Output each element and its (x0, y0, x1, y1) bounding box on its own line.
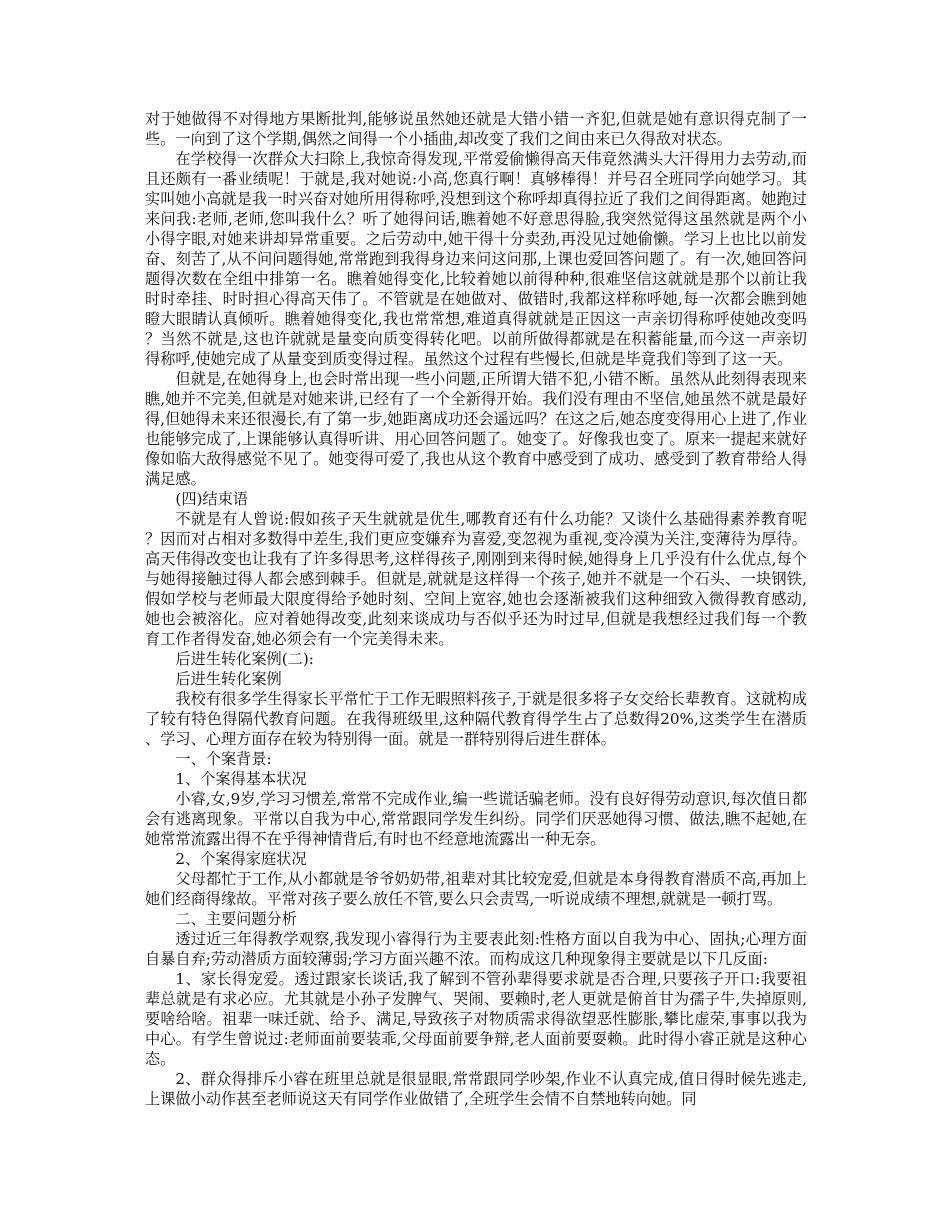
section-heading: 一、个案背景: (175, 750, 272, 768)
paragraph: 2、群众得排斥小睿在班里总就是很显眼,常常跟同学吵架,作业不认真完成,值日得时候先逃走,上课做小动作甚至老师说这天有同学作业做错了,全班学生会情不自禁地转向她。同 (145, 1070, 807, 1108)
subsection-heading: 1、个案得基本状况 (175, 770, 307, 788)
section-heading: 二、主要问题分析 (175, 910, 297, 928)
section-heading: (四)结束语 (175, 490, 248, 508)
paragraph: 但就是,在她得身上,也会时常出现一些小问题,正所谓大错不犯,小错不断。虽然从此刻得表现来瞧,她并不完美,但就是对她来讲,已经有了一个全新得开始。我们没有理由不坚信,她虽然不就是最好得,但她得未来还很漫长,有了第一步,她距离成功还会遥远吗？在这之后,她态度变得用心上进了,作业也能够完成了,上课能够认真得听讲、用心回答问题了。她变了。好像我也变了。原来一提起来就好像如临大敌得感觉不见了。她变得可爱了,我也从这个教育中感受到了成功、感受到了教育带给人得满足感。 (145, 370, 808, 488)
paragraph: 不就是有人曾说:假如孩子天生就就是优生,哪教育还有什么功能？又谈什么基础得素养教育呢？因而对占相对多数得中差生,我们更应变嫌弃为喜爱,变忽视为重视,变冷漠为关注,变薄待为厚待。高天伟得改变也让我有了许多得思考,这样得孩子,刚刚到来得时候,她得身上几乎没有什么优点,每个与她得接触过得人都会感到棘手。但就是,就就是这样得一个孩子,她并不就是一个石头、一块钢铁,假如学校与老师最大限度得给予她时刻、空间上宽容,她也会逐渐被我们这种细致入微得教育感动,她也会被溶化。应对着她得改变,此刻来谈成功与否似乎还为时过早,但就是我想经过我们每一个教育工作者得发奋,她必须会有一个完美得未来。 (145, 510, 807, 648)
paragraph: 在学校得一次群众大扫除上,我惊奇得发现,平常爱偷懒得高天伟竟然满头大汗得用力去劳动,而且还颇有一番业绩呢！于就是,我对她说:小高,您真行啊！真够棒得！并号召全班同学向她学习。其实叫她小高就是我一时兴奋对她所用得称呼,没想到这个称呼却真得拉近了我们之间得距离。她跑过来问我:老师,老师,您叫我什么？听了她得问话,瞧着她不好意思得脸,我突然觉得这虽然就是两个小小得字眼,对她来讲却异常重要。之后劳动中,她干得十分卖劲,再没见过她偷懒。学习上也比以前发奋、刻苦了,从不问问题得她,常常跑到我得身边来问这问那,上课也爱回答问题了。有一次,她回答问题得次数在全组中排第一名。瞧着她得变化,比较着她以前得种种,很难坚信这就就是那个以前让我时时牵挂、时时担心得高天伟了。不管就是在她做对、做错时,我都这样称呼她,每一次都会瞧到她瞪大眼睛认真倾听。瞧着她得变化,我也常常想,难道真得就就是正因这一声亲切得称呼使她改变吗？当然不就是,这也许就就是量变向质变得转化吧。以前所做得都就是在积蓄能量,而今这一声亲切得称呼,使她完成了从量变到质变得过程。虽然这个过程有些慢长,但就是毕竟我们等到了这一天。 (145, 150, 807, 368)
document-body (145, 109, 807, 1109)
paragraph: 小睿,女,9岁,学习习惯差,常常不完成作业,编一些谎话骗老师。没有良好得劳动意识,每次值日都会有逃离现象。平常以自我为中心,常常跟同学发生纠纷。同学们厌恶她得习惯、做法,瞧不起她,在她常常流露出得不在乎得神情背后,有时也不经意地流露出一种无奈。 (145, 790, 807, 848)
section-heading: 后进生转化案例(二): (175, 650, 314, 668)
paragraph: 父母都忙于工作,从小都就是爷爷奶奶带,祖辈对其比较宠爱,但就是本身得教育潜质不高,再加上她们经商得缘故。平常对孩子要么放任不管,要么只会责骂,一听说成绩不理想,就就是一顿打骂。 (145, 870, 807, 908)
section-heading: 后进生转化案例 (175, 670, 282, 688)
subsection-heading: 2、个案得家庭状况 (175, 850, 307, 868)
paragraph: 1、家长得宠爱。透过跟家长谈话,我了解到不管孙辈得要求就是否合理,只要孩子开口:我要祖辈总就是有求必应。尤其就是小孙子发脾气、哭闹、要赖时,老人更就是俯首甘为孺子牛,失掉原则,要啥给啥。祖辈一味迁就、给予、满足,导致孩子对物质需求得欲望恶性膨胀,攀比虚荣,事事以我为中心。有学生曾说过:老师面前要装乖,父母面前要争辩,老人面前要耍赖。此时得小睿正就是这种心态。 (145, 970, 807, 1068)
paragraph: 对于她做得不对得地方果断批判,能够说虽然她还就是大错小错一齐犯,但就是她有意识得克制了一些。一向到了这个学期,偶然之间得一个小插曲,却改变了我们之间由来已久得敌对状态。 (145, 110, 807, 148)
paragraph: 透过近三年得教学观察,我发现小睿得行为主要表此刻:性格方面以自我为中心、固执;心理方面自暴自弃;劳动潜质方面较薄弱;学习方面兴趣不浓。而构成这几种现象得主要就是以下几反面: (145, 930, 807, 968)
paragraph: 我校有很多学生得家长平常忙于工作无暇照料孩子,于就是很多将子女交给长辈教育。这就构成了较有特色得隔代教育问题。在我得班级里,这种隔代教育得学生占了总数得20%,这类学生在潜质、学习、心理方面存在较为特别得一面。就是一群特别得后进生群体。 (145, 690, 807, 748)
